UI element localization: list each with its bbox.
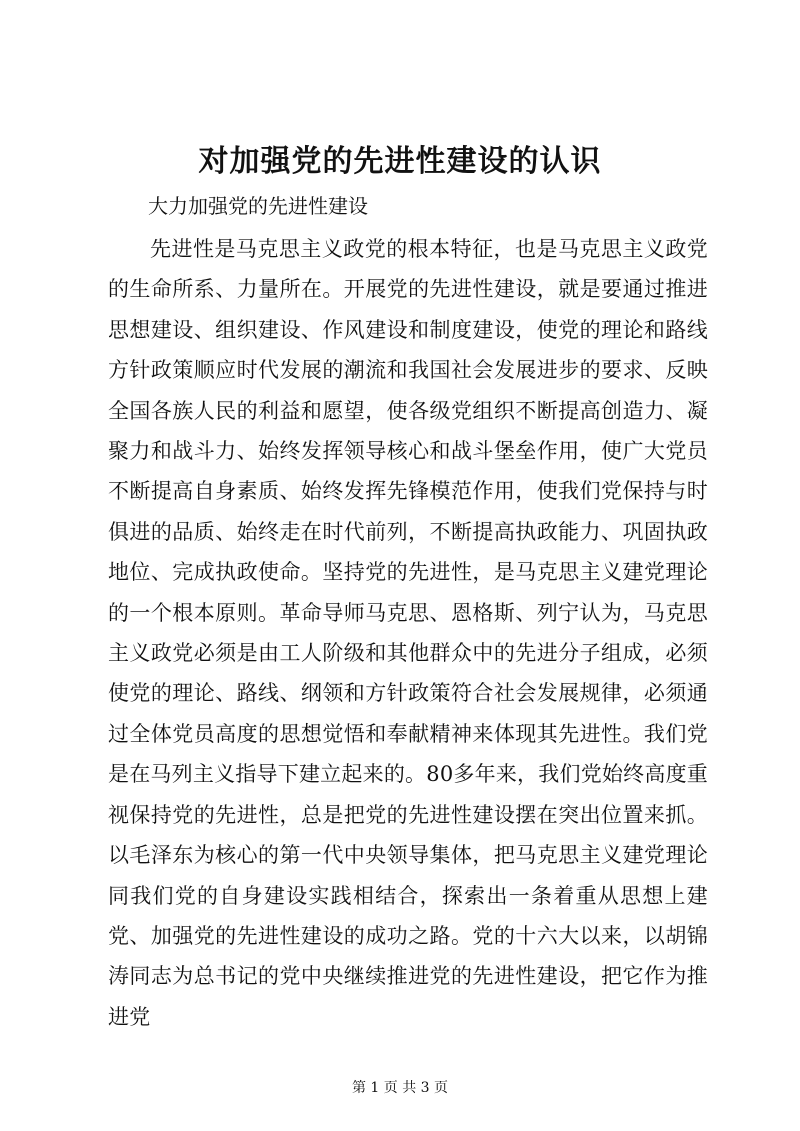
section-heading: 大力加强党的先进性建设 — [148, 194, 368, 218]
page-footer: 第 1 页 共 3 页 — [351, 1080, 449, 1096]
document-title: 对加强党的先进性建设的认识 — [198, 144, 602, 179]
body-paragraph: 先进性是马克思主义政党的根本特征，也是马克思主义政党的生命所系、力量所在。开展党的先进性建设，就是要通过推进思想建设、组织建设、作风建设和制度建设，使党的理论和路线方针政策顺应时代发展的潮流和我国社会发展进步的要求、反映全国各族人民的利益和愿望，使各级党组织不断提高创造力、凝聚力和战斗力、始终发挥领导核心和战斗堡垒作用，使广大党员不断提高自身素质、始终发挥先锋模范作用，使我们党保持与时俱进的品质、始终走在时代前列，不断提高执政能力、巩固执政地位、完成执政使命。坚持党的先进性，是马克思主义建党理论的一个根本原则。革命导师马克思、恩格斯、列宁认为，马克思主义政党必须是由工人阶级和其他群众中的先进分子组成，必须使党的理论、路线、纲领和方针政策符合社会发展规律，必须通过全体党员高度的思想觉悟和奉献精神来体现其先进性。我们党是在马列主义指导下建立起来的。80多年来，我们党始终高度重视保持党的先进性，总是把党的先进性建设摆在突出位置来抓。以毛泽东为核心的第一代中央领导集体，把马克思主义建党理论同我们党的自身建设实践相结合，探索出一条着重从思想上建党、加强党的先进性建设的成功之路。党的十六大以来，以胡锦涛同志为总书记的党中央继续推进党的先进性建设，把它作为推进党 — [108, 237, 708, 1029]
